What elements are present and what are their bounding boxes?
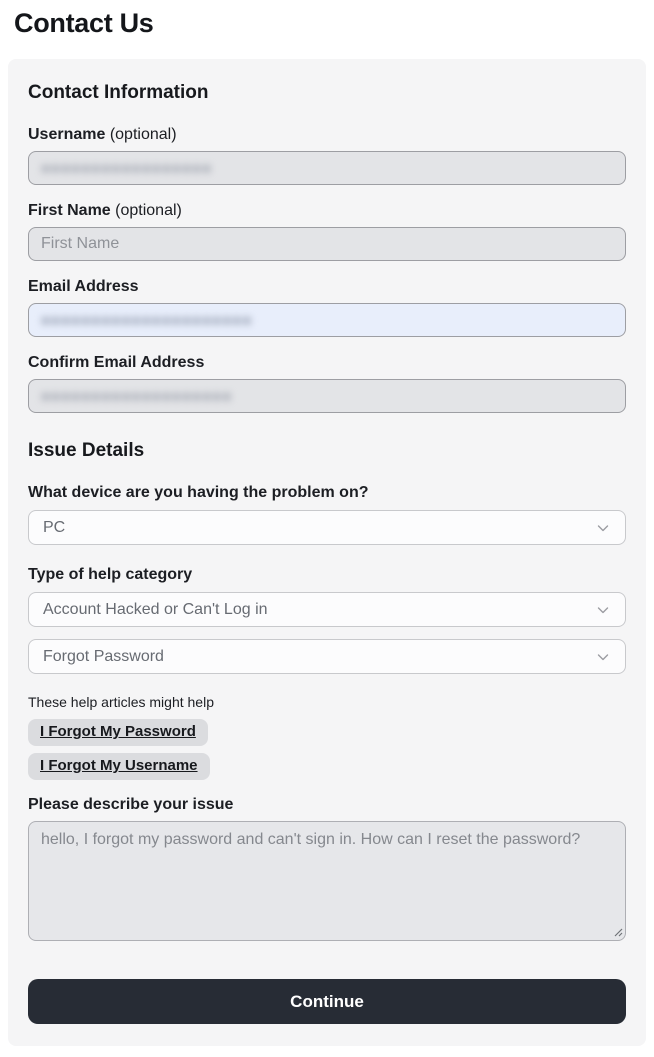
describe-issue-label: Please describe your issue bbox=[28, 796, 234, 813]
first-name-label bbox=[28, 202, 626, 220]
email-input[interactable] bbox=[28, 303, 626, 337]
help-category-select-value: Account Hacked or Can't Log in bbox=[43, 600, 268, 618]
help-category-label: Type of help category bbox=[28, 566, 193, 583]
first-name-optional-suffix: (optional) bbox=[115, 202, 182, 219]
email-label: Email Address bbox=[28, 278, 139, 295]
issue-details-heading: Issue Details bbox=[28, 440, 145, 461]
chevron-down-icon bbox=[595, 602, 611, 618]
chevron-down-icon bbox=[595, 520, 611, 536]
help-subcategory-select-value: Forgot Password bbox=[43, 647, 164, 665]
first-name-input[interactable] bbox=[28, 227, 626, 261]
confirm-email-label: Confirm Email Address bbox=[28, 354, 205, 371]
page-title: Contact Us bbox=[14, 8, 154, 38]
continue-button[interactable]: Continue bbox=[28, 979, 626, 1024]
help-article-forgot-username[interactable] bbox=[28, 753, 210, 780]
device-question-label: What device are you having the problem on? bbox=[28, 484, 369, 501]
help-article-forgot-username-link[interactable]: I Forgot My Username bbox=[40, 757, 198, 774]
username-optional-suffix: (optional) bbox=[109, 126, 177, 143]
contact-form-card bbox=[8, 59, 646, 1046]
chevron-down-icon bbox=[595, 649, 611, 665]
username-redacted-value: ●●●●●●●●●●●●●●●●● bbox=[41, 159, 213, 177]
username-label-text: Username bbox=[28, 126, 106, 143]
help-category-select[interactable] bbox=[28, 592, 626, 627]
help-article-forgot-password-link[interactable]: I Forgot My Password bbox=[40, 723, 196, 740]
first-name-label-text: First Name bbox=[28, 202, 111, 219]
describe-issue-textarea[interactable] bbox=[28, 821, 626, 941]
username-input[interactable] bbox=[28, 151, 626, 185]
describe-issue-textarea-wrap bbox=[28, 821, 626, 941]
confirm-email-redacted-value: ●●●●●●●●●●●●●●●●●●● bbox=[41, 387, 233, 405]
email-redacted-value: ●●●●●●●●●●●●●●●●●●●●● bbox=[41, 311, 253, 329]
device-select[interactable] bbox=[28, 510, 626, 545]
device-select-value: PC bbox=[43, 518, 66, 536]
help-articles-hint: These help articles might help bbox=[28, 694, 214, 710]
username-label bbox=[28, 126, 626, 144]
help-subcategory-select[interactable] bbox=[28, 639, 626, 674]
contact-information-heading: Contact Information bbox=[28, 82, 209, 103]
help-article-forgot-password[interactable] bbox=[28, 719, 208, 746]
confirm-email-input[interactable] bbox=[28, 379, 626, 413]
